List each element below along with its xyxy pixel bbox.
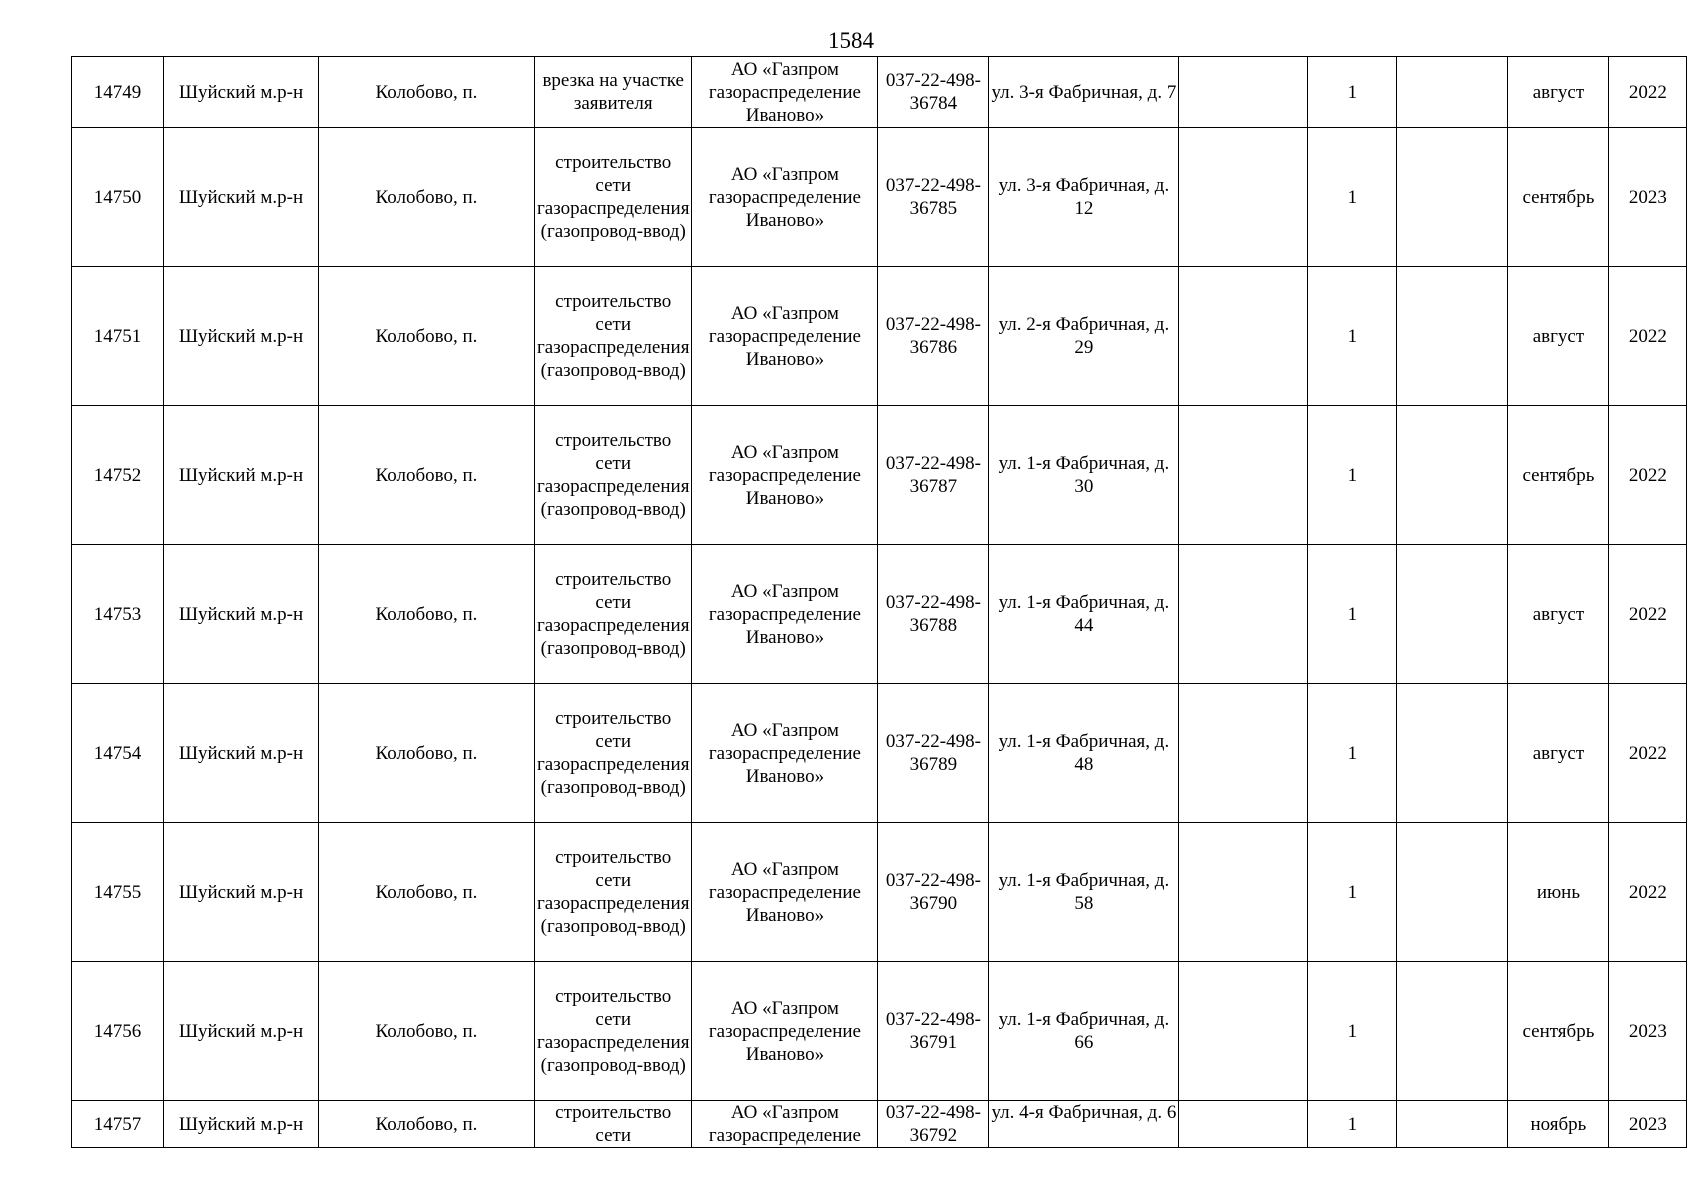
work-type-cell: строительство сети газораспределения (газопровод-ввод) (535, 406, 692, 545)
address-cell: ул. 1-я Фабричная, д. 66 (989, 962, 1179, 1101)
quantity-cell: 1 (1308, 128, 1397, 267)
table-row (72, 684, 1687, 823)
organization-cell: АО «Газпром газораспределение Иваново» (692, 406, 878, 545)
month-cell: август (1508, 545, 1609, 684)
code-cell: 037-22-498-36784 (878, 57, 989, 128)
quantity-cell: 1 (1308, 684, 1397, 823)
table-row (72, 962, 1687, 1101)
empty-cell (1179, 823, 1308, 962)
organization-cell: АО «Газпром газораспределение Иваново» (692, 267, 878, 406)
empty-cell (1397, 684, 1508, 823)
work-type-cell: врезка на участке заявителя (535, 57, 692, 128)
code-cell: 037-22-498-36791 (878, 962, 989, 1101)
month-cell: ноябрь (1508, 1101, 1609, 1148)
organization-cell: АО «Газпром газораспределение Иваново» (692, 684, 878, 823)
work-type-cell: строительство сети газораспределения (газопровод-ввод) (535, 823, 692, 962)
settlement-cell: Колобово, п. (319, 962, 535, 1101)
row-number: 14750 (72, 128, 164, 267)
quantity-cell: 1 (1308, 823, 1397, 962)
code-cell: 037-22-498-36792 (878, 1101, 989, 1148)
table-row (72, 128, 1687, 267)
address-cell: ул. 1-я Фабричная, д. 48 (989, 684, 1179, 823)
year-cell: 2023 (1609, 1101, 1687, 1148)
code-cell: 037-22-498-36788 (878, 545, 989, 684)
organization-cell: АО «Газпром газораспределение Иваново» (692, 823, 878, 962)
row-number: 14749 (72, 57, 164, 128)
empty-cell (1179, 1101, 1308, 1148)
district-cell: Шуйский м.р-н (164, 267, 319, 406)
empty-cell (1397, 267, 1508, 406)
settlement-cell: Колобово, п. (319, 684, 535, 823)
year-cell: 2022 (1609, 57, 1687, 128)
table-row (72, 267, 1687, 406)
address-cell: ул. 2-я Фабричная, д. 29 (989, 267, 1179, 406)
quantity-cell: 1 (1308, 545, 1397, 684)
district-cell: Шуйский м.р-н (164, 823, 319, 962)
code-cell: 037-22-498-36787 (878, 406, 989, 545)
organization-cell: АО «Газпром газораспределение Иваново» (692, 128, 878, 267)
quantity-cell: 1 (1308, 962, 1397, 1101)
address-cell: ул. 1-я Фабричная, д. 30 (989, 406, 1179, 545)
settlement-cell: Колобово, п. (319, 267, 535, 406)
address-cell: ул. 1-я Фабричная, д. 44 (989, 545, 1179, 684)
code-cell: 037-22-498-36786 (878, 267, 989, 406)
organization-cell: АО «Газпром газораспределение (692, 1101, 878, 1148)
table-row (72, 406, 1687, 545)
year-cell: 2023 (1609, 962, 1687, 1101)
table-row (72, 1101, 1687, 1148)
settlement-cell: Колобово, п. (319, 57, 535, 128)
year-cell: 2022 (1609, 406, 1687, 545)
code-cell: 037-22-498-36789 (878, 684, 989, 823)
district-cell: Шуйский м.р-н (164, 128, 319, 267)
empty-cell (1179, 962, 1308, 1101)
quantity-cell: 1 (1308, 406, 1397, 545)
settlement-cell: Колобово, п. (319, 128, 535, 267)
district-cell: Шуйский м.р-н (164, 545, 319, 684)
empty-cell (1397, 406, 1508, 545)
work-type-cell: строительство сети газораспределения (газопровод-ввод) (535, 684, 692, 823)
address-cell: ул. 3-я Фабричная, д. 7 (989, 57, 1179, 128)
month-cell: сентябрь (1508, 962, 1609, 1101)
address-cell: ул. 1-я Фабричная, д. 58 (989, 823, 1179, 962)
work-type-cell: строительство сети (535, 1101, 692, 1148)
table-row (72, 545, 1687, 684)
register-table (71, 56, 1687, 1148)
empty-cell (1397, 545, 1508, 684)
empty-cell (1179, 406, 1308, 545)
row-number: 14754 (72, 684, 164, 823)
year-cell: 2022 (1609, 823, 1687, 962)
settlement-cell: Колобово, п. (319, 1101, 535, 1148)
month-cell: июнь (1508, 823, 1609, 962)
year-cell: 2022 (1609, 545, 1687, 684)
district-cell: Шуйский м.р-н (164, 406, 319, 545)
month-cell: август (1508, 57, 1609, 128)
empty-cell (1397, 962, 1508, 1101)
row-number: 14757 (72, 1101, 164, 1148)
empty-cell (1397, 823, 1508, 962)
empty-cell (1397, 128, 1508, 267)
district-cell: Шуйский м.р-н (164, 1101, 319, 1148)
year-cell: 2022 (1609, 684, 1687, 823)
row-number: 14751 (72, 267, 164, 406)
quantity-cell: 1 (1308, 1101, 1397, 1148)
address-cell: ул. 3-я Фабричная, д. 12 (989, 128, 1179, 267)
row-number: 14755 (72, 823, 164, 962)
district-cell: Шуйский м.р-н (164, 684, 319, 823)
district-cell: Шуйский м.р-н (164, 57, 319, 128)
settlement-cell: Колобово, п. (319, 406, 535, 545)
year-cell: 2022 (1609, 267, 1687, 406)
row-number: 14753 (72, 545, 164, 684)
quantity-cell: 1 (1308, 57, 1397, 128)
table-row (72, 57, 1687, 128)
work-type-cell: строительство сети газораспределения (газопровод-ввод) (535, 128, 692, 267)
month-cell: сентябрь (1508, 128, 1609, 267)
empty-cell (1179, 57, 1308, 128)
organization-cell: АО «Газпром газораспределение Иваново» (692, 57, 878, 128)
address-cell: ул. 4-я Фабричная, д. 6 (989, 1101, 1179, 1148)
code-cell: 037-22-498-36785 (878, 128, 989, 267)
empty-cell (1179, 545, 1308, 684)
work-type-cell: строительство сети газораспределения (газопровод-ввод) (535, 962, 692, 1101)
work-type-cell: строительство сети газораспределения (газопровод-ввод) (535, 545, 692, 684)
month-cell: август (1508, 684, 1609, 823)
table-row (72, 823, 1687, 962)
settlement-cell: Колобово, п. (319, 823, 535, 962)
empty-cell (1179, 267, 1308, 406)
organization-cell: АО «Газпром газораспределение Иваново» (692, 962, 878, 1101)
year-cell: 2023 (1609, 128, 1687, 267)
empty-cell (1179, 684, 1308, 823)
empty-cell (1397, 57, 1508, 128)
district-cell: Шуйский м.р-н (164, 962, 319, 1101)
row-number: 14756 (72, 962, 164, 1101)
empty-cell (1397, 1101, 1508, 1148)
page-number: 1584 (828, 28, 874, 53)
settlement-cell: Колобово, п. (319, 545, 535, 684)
work-type-cell: строительство сети газораспределения (газопровод-ввод) (535, 267, 692, 406)
month-cell: август (1508, 267, 1609, 406)
row-number: 14752 (72, 406, 164, 545)
code-cell: 037-22-498-36790 (878, 823, 989, 962)
month-cell: сентябрь (1508, 406, 1609, 545)
empty-cell (1179, 128, 1308, 267)
quantity-cell: 1 (1308, 267, 1397, 406)
organization-cell: АО «Газпром газораспределение Иваново» (692, 545, 878, 684)
